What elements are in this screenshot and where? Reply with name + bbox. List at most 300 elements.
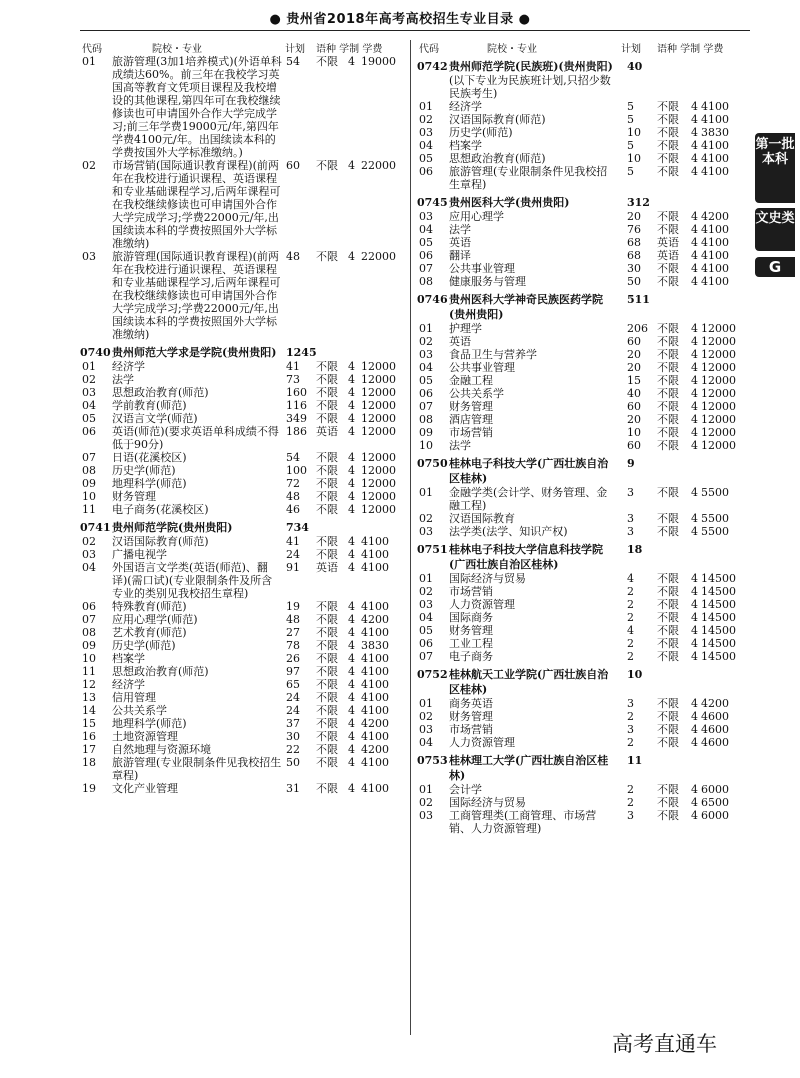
cell-fee: 12000: [361, 477, 396, 490]
cell-code: 04: [419, 611, 433, 624]
cell-lang: 不限: [316, 360, 338, 373]
cell-code: 03: [419, 809, 433, 822]
cell-plan: 72: [286, 477, 300, 490]
cell-plan: 160: [286, 386, 307, 399]
cell-lang: 不限: [657, 486, 679, 499]
cell-fee: 6000: [701, 783, 729, 796]
cell-years: 4: [348, 730, 355, 743]
cell-years: 4: [691, 585, 698, 598]
cell-fee: 12000: [701, 400, 736, 413]
cell-plan: 20: [627, 210, 641, 223]
cell-code: 0753: [417, 754, 448, 767]
cell-fee: 4100: [701, 249, 729, 262]
major-row: [417, 210, 750, 223]
cell-plan: 20: [627, 361, 641, 374]
cell-lang: 不限: [657, 598, 679, 611]
major-row: [80, 691, 418, 704]
major-row: [80, 425, 418, 451]
header-lang-years-fee: 语种 学制 学费: [657, 44, 724, 55]
cell-years: 4: [691, 139, 698, 152]
cell-plan: 68: [627, 236, 641, 249]
cell-code: 06: [419, 637, 433, 650]
cell-fee: 4100: [361, 535, 389, 548]
institution-row: [417, 288, 750, 322]
cell-name: 公共事业管理: [449, 262, 515, 275]
cell-name: 法学: [449, 223, 471, 236]
cell-years: 4: [691, 361, 698, 374]
cell-code: 01: [82, 360, 96, 373]
cell-years: 4: [348, 639, 355, 652]
cell-name: 商务英语: [449, 697, 493, 710]
cell-plan: 116: [286, 399, 307, 412]
cell-name: 汉语言文学(师范): [112, 412, 198, 425]
cell-code: 06: [82, 425, 96, 438]
cell-fee: 12000: [361, 451, 396, 464]
cell-fee: 4100: [701, 223, 729, 236]
cell-fee: 4100: [361, 600, 389, 613]
cell-code: 03: [82, 250, 96, 263]
cell-lang: 不限: [657, 426, 679, 439]
major-row: [417, 400, 750, 413]
cell-years: 4: [691, 223, 698, 236]
cell-name: 会计学: [449, 783, 482, 796]
cell-plan: 100: [286, 464, 307, 477]
cell-lang: 不限: [316, 535, 338, 548]
cell-code: 07: [82, 451, 96, 464]
side-tab-category: 文史类: [755, 208, 795, 251]
cell-code: 0746: [417, 293, 448, 306]
cell-plan: 20: [627, 413, 641, 426]
cell-plan: 186: [286, 425, 307, 438]
cell-fee: 5500: [701, 525, 729, 538]
cell-name: 应用心理学(师范): [112, 613, 198, 626]
cell-years: 4: [691, 348, 698, 361]
cell-code: 16: [82, 730, 96, 743]
cell-code: 05: [82, 412, 96, 425]
cell-name: 艺术教育(师范): [112, 626, 187, 639]
cell-lang: 不限: [657, 796, 679, 809]
cell-lang: 不限: [316, 691, 338, 704]
cell-name: 历史学(师范): [449, 126, 513, 139]
cell-lang: 不限: [316, 477, 338, 490]
cell-years: 4: [348, 704, 355, 717]
cell-plan: 5: [627, 113, 634, 126]
cell-lang: 英语: [657, 249, 679, 262]
cell-fee: 12000: [701, 348, 736, 361]
cell-lang: 不限: [657, 223, 679, 236]
cell-years: 4: [348, 782, 355, 795]
cell-lang: 不限: [316, 399, 338, 412]
cell-plan: 50: [286, 756, 300, 769]
major-row: [80, 399, 418, 412]
major-row: [80, 490, 418, 503]
cell-fee: 4100: [361, 561, 389, 574]
cell-lang: 不限: [316, 464, 338, 477]
cell-years: 4: [691, 210, 698, 223]
cell-fee: 5500: [701, 512, 729, 525]
cell-fee: 14500: [701, 611, 736, 624]
cell-lang: 不限: [657, 335, 679, 348]
cell-code: 03: [82, 548, 96, 561]
cell-plan: 97: [286, 665, 300, 678]
cell-lang: 不限: [316, 678, 338, 691]
cell-plan: 48: [286, 613, 300, 626]
cell-lang: 不限: [657, 139, 679, 152]
cell-lang: 不限: [657, 400, 679, 413]
cell-code: 06: [419, 249, 433, 262]
cell-code: 01: [419, 572, 433, 585]
major-row: [417, 697, 750, 710]
cell-fee: 12000: [361, 373, 396, 386]
cell-plan: 3: [627, 512, 634, 525]
major-row: [417, 585, 750, 598]
major-row: [417, 413, 750, 426]
cell-code: 04: [419, 361, 433, 374]
cell-fee: 4100: [701, 152, 729, 165]
cell-years: 4: [348, 503, 355, 516]
cell-plan: 5: [627, 100, 634, 113]
header-name: 院校・专业: [152, 44, 202, 55]
cell-plan: 76: [627, 223, 641, 236]
major-row: [417, 387, 750, 400]
header-code: 代码: [419, 44, 439, 55]
cell-plan: 3: [627, 809, 634, 822]
cell-code: 03: [82, 386, 96, 399]
cell-plan: 48: [286, 250, 300, 263]
cell-fee: 12000: [361, 503, 396, 516]
cell-years: 4: [691, 783, 698, 796]
cell-lang: 不限: [657, 348, 679, 361]
cell-code: 09: [82, 477, 96, 490]
cell-plan: 78: [286, 639, 300, 652]
cell-fee: 14500: [701, 650, 736, 663]
cell-lang: 不限: [316, 756, 338, 769]
cell-plan: 54: [286, 55, 300, 68]
major-row: [417, 512, 750, 525]
cell-plan: 349: [286, 412, 307, 425]
cell-code: 14: [82, 704, 96, 717]
major-row: [80, 503, 418, 516]
cell-fee: 12000: [701, 413, 736, 426]
cell-fee: 12000: [701, 387, 736, 400]
cell-plan: 18: [627, 543, 643, 556]
cell-fee: 4100: [361, 652, 389, 665]
cell-code: 02: [419, 113, 433, 126]
cell-plan: 2: [627, 585, 634, 598]
institution-row: [417, 538, 750, 572]
cell-fee: 4600: [701, 710, 729, 723]
cell-fee: 19000: [361, 55, 396, 68]
cell-name: 旅游管理(专业限制条件见我校招生章程): [449, 165, 608, 191]
cell-code: 08: [82, 464, 96, 477]
cell-name: 法学类(法学、知识产权): [449, 525, 568, 538]
header-rule: [80, 30, 750, 31]
cell-lang: 不限: [657, 322, 679, 335]
cell-plan: 40: [627, 60, 643, 73]
major-row: [417, 113, 750, 126]
cell-code: 02: [419, 512, 433, 525]
cell-lang: 不限: [316, 600, 338, 613]
cell-plan: 65: [286, 678, 300, 691]
cell-code: 05: [419, 374, 433, 387]
cell-fee: 4100: [361, 704, 389, 717]
cell-name: 市场营销: [449, 426, 493, 439]
cell-name: (以下专业为民族班计划,只招少数民族考生): [449, 74, 611, 100]
cell-plan: 2: [627, 783, 634, 796]
major-row: [417, 374, 750, 387]
cell-plan: 2: [627, 736, 634, 749]
cell-plan: 24: [286, 704, 300, 717]
major-row: [80, 652, 418, 665]
cell-fee: 4200: [361, 717, 389, 730]
left-column-body: [80, 55, 418, 795]
institution-row: [417, 452, 750, 486]
cell-lang: 不限: [657, 374, 679, 387]
cell-plan: 2: [627, 598, 634, 611]
major-row: [417, 572, 750, 585]
cell-code: 04: [82, 561, 96, 574]
cell-fee: 4100: [701, 275, 729, 288]
cell-years: 4: [691, 650, 698, 663]
major-row: [80, 665, 418, 678]
major-row: [417, 525, 750, 538]
cell-plan: 30: [627, 262, 641, 275]
cell-years: 4: [348, 386, 355, 399]
cell-years: 4: [691, 100, 698, 113]
cell-code: 04: [419, 139, 433, 152]
cell-name: 汉语国际教育(师范): [112, 535, 209, 548]
cell-plan: 60: [627, 335, 641, 348]
cell-years: 4: [348, 717, 355, 730]
institution-row: [80, 516, 418, 535]
major-row: [417, 348, 750, 361]
cell-lang: 不限: [657, 113, 679, 126]
cell-code: 05: [419, 236, 433, 249]
cell-years: 4: [691, 809, 698, 822]
major-row: [417, 262, 750, 275]
major-row: [417, 723, 750, 736]
major-row: [80, 639, 418, 652]
cell-years: 4: [691, 710, 698, 723]
left-column-header: [80, 38, 418, 55]
major-row: [417, 275, 750, 288]
cell-name: 电子商务(花溪校区): [112, 503, 209, 516]
cell-fee: 4100: [361, 548, 389, 561]
cell-name: 地理科学(师范): [112, 477, 187, 490]
cell-code: 03: [419, 525, 433, 538]
major-row: [80, 412, 418, 425]
major-row: [417, 322, 750, 335]
cell-code: 04: [419, 736, 433, 749]
cell-fee: 12000: [361, 360, 396, 373]
cell-lang: 不限: [657, 809, 679, 822]
cell-fee: 3830: [701, 126, 729, 139]
cell-name: 旅游管理(专业限制条件见我校招生章程): [112, 756, 282, 782]
cell-years: 4: [691, 236, 698, 249]
cell-plan: 22: [286, 743, 300, 756]
cell-name: 公共事业管理: [449, 361, 515, 374]
cell-years: 4: [348, 464, 355, 477]
cell-lang: 不限: [316, 548, 338, 561]
cell-lang: 不限: [316, 743, 338, 756]
cell-plan: 2: [627, 796, 634, 809]
major-row: [417, 637, 750, 650]
cell-plan: 4: [627, 624, 634, 637]
cell-years: 4: [691, 723, 698, 736]
cell-name: 桂林电子科技大学(广西壮族自治区桂林): [449, 457, 609, 485]
cell-plan: 60: [286, 159, 300, 172]
cell-name: 历史学(师范): [112, 464, 176, 477]
cell-years: 4: [348, 613, 355, 626]
major-row: [417, 152, 750, 165]
cell-name: 财务管理: [449, 400, 493, 413]
cell-lang: 不限: [316, 55, 338, 68]
cell-lang: 不限: [316, 652, 338, 665]
cell-fee: 12000: [701, 361, 736, 374]
cell-years: 4: [348, 600, 355, 613]
watermark: 高考直通车: [612, 1032, 717, 1056]
major-row: [80, 743, 418, 756]
cell-lang: 不限: [657, 165, 679, 178]
major-row: [80, 613, 418, 626]
cell-plan: 10: [627, 668, 643, 681]
cell-name: 市场营销(国际通识教育课程)(前两年在我校进行通识课程、英语课程和专业基础课程学习,后两年课程可在我校继续修读也可申请国外合作大学完成学习;学费22000元/年,出国续读本科的学费按照国外大学标准缴纳): [112, 159, 281, 250]
major-row: [80, 477, 418, 490]
cell-name: 历史学(师范): [112, 639, 176, 652]
cell-years: 4: [691, 126, 698, 139]
cell-code: 18: [82, 756, 96, 769]
major-row: [80, 373, 418, 386]
cell-lang: 不限: [316, 503, 338, 516]
cell-fee: 14500: [701, 572, 736, 585]
cell-name: 市场营销: [449, 723, 493, 736]
cell-code: 02: [419, 796, 433, 809]
cell-plan: 48: [286, 490, 300, 503]
cell-lang: 不限: [657, 439, 679, 452]
cell-name: 旅游管理(国际通识教育课程)(前两年在我校进行通识课程、英语课程和专业基础课程学习,后两年课程可在我校继续修读也可申请国外合作大学完成学习;学费22000元/年,出国续读本科的学费按照国外大学标准缴纳): [112, 250, 281, 341]
cell-lang: 不限: [657, 650, 679, 663]
cell-plan: 9: [627, 457, 635, 470]
cell-lang: 不限: [316, 386, 338, 399]
major-row: [80, 159, 418, 250]
cell-years: 4: [691, 598, 698, 611]
major-row: [80, 360, 418, 373]
cell-code: 01: [419, 486, 433, 499]
major-row: [417, 809, 750, 835]
cell-fee: 22000: [361, 250, 396, 263]
cell-name: 电子商务: [449, 650, 493, 663]
cell-years: 4: [691, 262, 698, 275]
cell-name: 英语(师范)(要求英语单科成绩不得低于90分): [112, 425, 279, 451]
cell-lang: 不限: [657, 697, 679, 710]
major-row: [80, 250, 418, 341]
header-code: 代码: [82, 44, 102, 55]
cell-code: 06: [419, 165, 433, 178]
cell-code: 0742: [417, 60, 448, 73]
cell-years: 4: [691, 525, 698, 538]
cell-plan: 46: [286, 503, 300, 516]
cell-name: 广播电视学: [112, 548, 167, 561]
cell-lang: 不限: [316, 704, 338, 717]
cell-plan: 27: [286, 626, 300, 639]
cell-code: 10: [419, 439, 433, 452]
cell-lang: 不限: [657, 783, 679, 796]
major-row: [417, 249, 750, 262]
cell-years: 4: [348, 665, 355, 678]
cell-fee: 12000: [361, 412, 396, 425]
cell-lang: 不限: [657, 525, 679, 538]
cell-years: 4: [348, 477, 355, 490]
cell-fee: 12000: [701, 426, 736, 439]
cell-plan: 312: [627, 196, 650, 209]
cell-plan: 60: [627, 400, 641, 413]
cell-name: 法学: [449, 439, 471, 452]
cell-plan: 19: [286, 600, 300, 613]
cell-code: 0750: [417, 457, 448, 470]
cell-fee: 4600: [701, 736, 729, 749]
cell-code: 01: [419, 783, 433, 796]
cell-fee: 14500: [701, 585, 736, 598]
left-column: [80, 38, 418, 795]
cell-fee: 4600: [701, 723, 729, 736]
major-row: [417, 439, 750, 452]
major-row: [417, 335, 750, 348]
cell-lang: 不限: [657, 262, 679, 275]
cell-name: 思想政治教育(师范): [449, 152, 546, 165]
major-row: [417, 624, 750, 637]
cell-years: 4: [691, 426, 698, 439]
cell-lang: 不限: [657, 512, 679, 525]
cell-years: 4: [348, 412, 355, 425]
major-row: [80, 782, 418, 795]
cell-plan: 50: [627, 275, 641, 288]
cell-name: 食品卫生与营养学: [449, 348, 537, 361]
cell-name: 学前教育(师范): [112, 399, 187, 412]
major-row: [80, 451, 418, 464]
cell-lang: 不限: [316, 665, 338, 678]
cell-lang: 不限: [316, 373, 338, 386]
note-row: [417, 74, 750, 100]
cell-plan: 10: [627, 426, 641, 439]
major-row: [80, 600, 418, 613]
major-row: [80, 55, 418, 159]
cell-name: 法学: [112, 373, 134, 386]
cell-name: 外国语言文学类(英语(师范)、翻译)(需口试)(专业限制条件及所含专业的类别见我校招生章程): [112, 561, 273, 600]
cell-name: 财务管理: [449, 624, 493, 637]
cell-lang: 不限: [316, 490, 338, 503]
cell-name: 思想政治教育(师范): [112, 386, 209, 399]
header-lang-years-fee: 语种 学制 学费: [316, 44, 383, 55]
cell-name: 日语(花溪校区): [112, 451, 187, 464]
cell-lang: 不限: [657, 585, 679, 598]
cell-fee: 4200: [701, 210, 729, 223]
cell-name: 自然地理与资源环境: [112, 743, 211, 756]
cell-lang: 不限: [657, 413, 679, 426]
institution-row: [417, 749, 750, 783]
cell-lang: 不限: [657, 723, 679, 736]
cell-years: 4: [348, 425, 355, 438]
cell-code: 03: [419, 210, 433, 223]
major-row: [417, 650, 750, 663]
cell-fee: 4100: [361, 678, 389, 691]
cell-fee: 12000: [361, 425, 396, 438]
cell-code: 0740: [80, 346, 111, 359]
cell-fee: 22000: [361, 159, 396, 172]
cell-plan: 10: [627, 126, 641, 139]
cell-years: 4: [691, 152, 698, 165]
cell-lang: 不限: [316, 250, 338, 263]
cell-code: 10: [82, 652, 96, 665]
